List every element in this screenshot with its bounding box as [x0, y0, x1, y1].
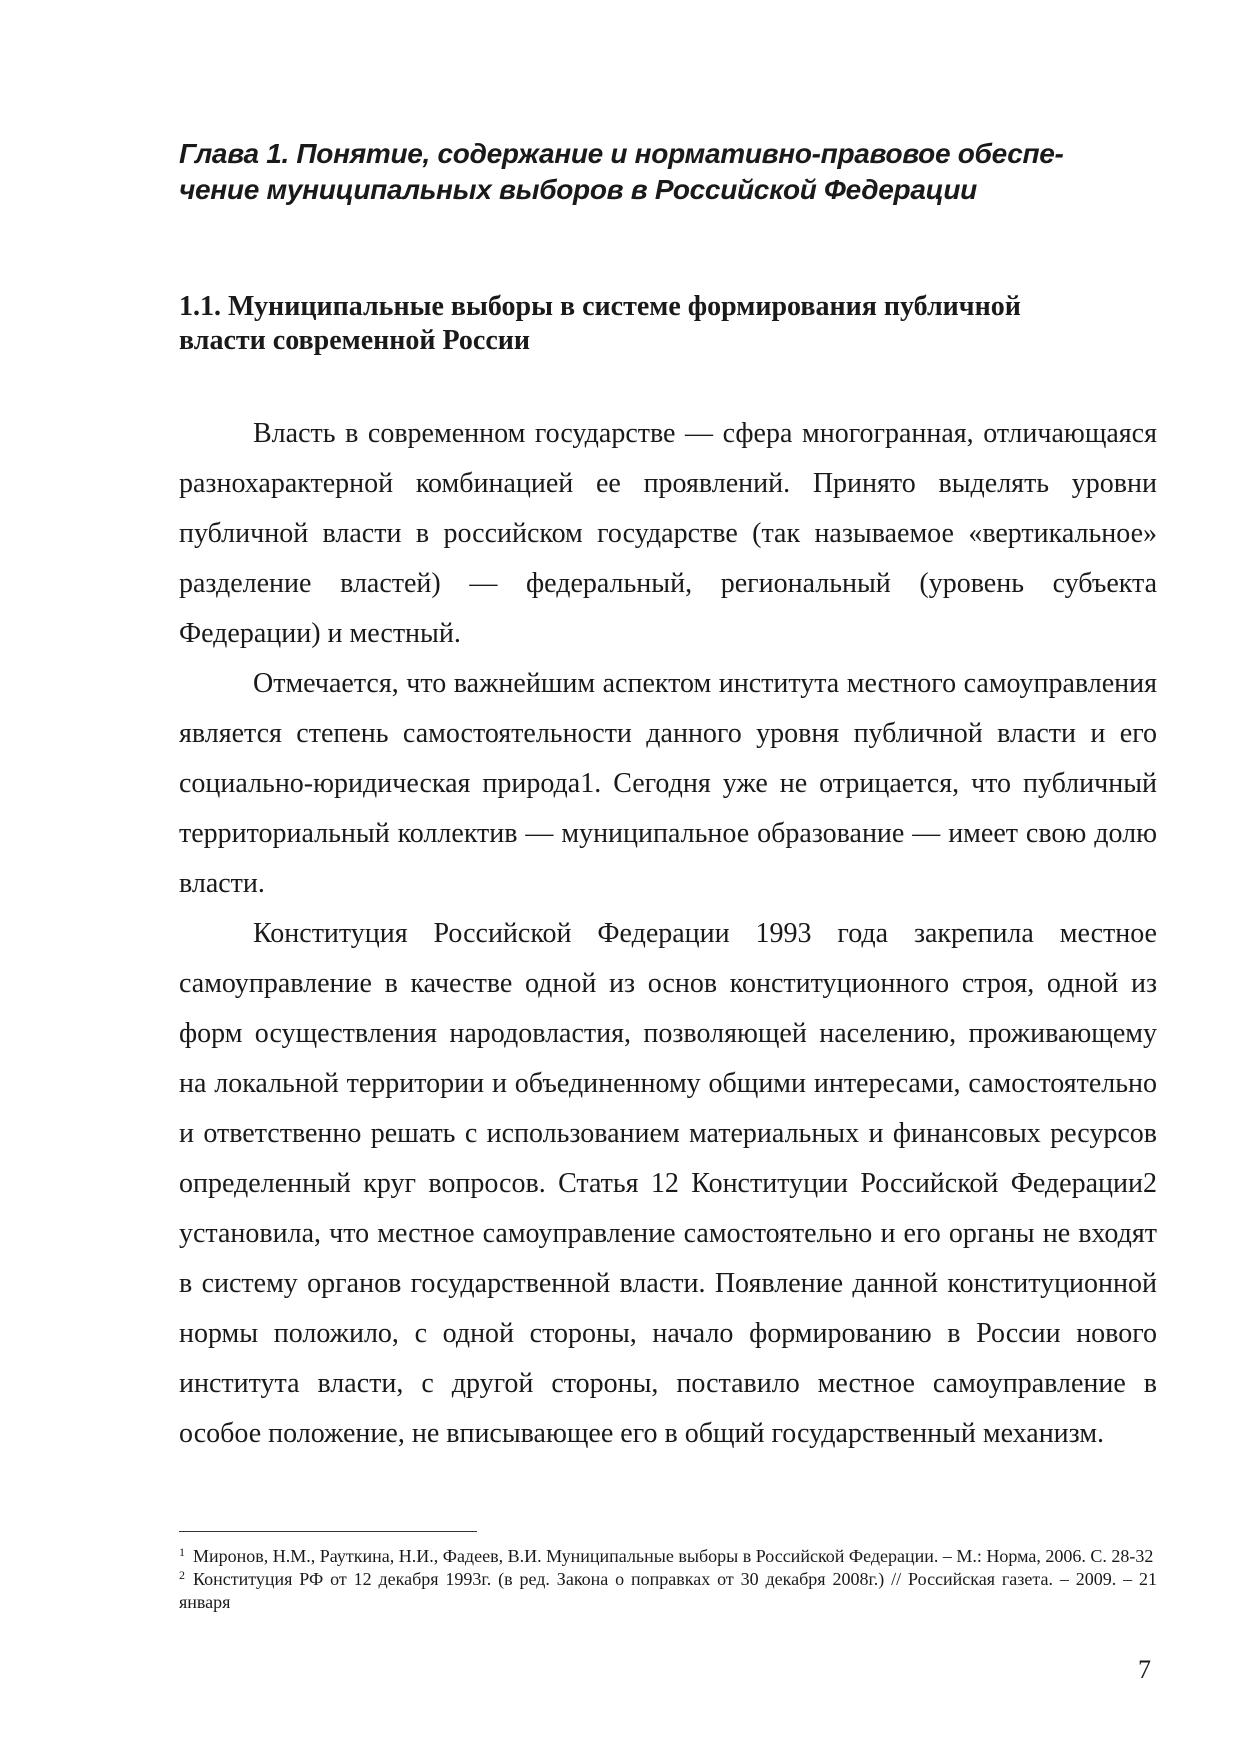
chapter-title	[179, 136, 1139, 208]
body-text	[179, 409, 1157, 1459]
chapter-title-line-1: Глава 1. Понятие, содержание и нормативно-правовое обеспе-	[179, 138, 1064, 169]
footnote-2-mark: 2	[179, 1568, 185, 1582]
section-title	[179, 290, 1139, 358]
footnote-1-mark: 1	[179, 1545, 185, 1559]
paragraph-1: Власть в современном государстве — сфера многогранная, отличающаяся разнохарактерной комбинацией ее проявлений. Принято выделять уровни публичной власти в российском государстве (так называемое «вертикальное» разделение властей) — федеральный, региональный (уровень субъекта Федерации) и местный.	[179, 418, 1157, 649]
footnote-1	[179, 1545, 1157, 1568]
footnotes	[179, 1545, 1157, 1614]
paragraph-2: Отмечается, что важнейшим аспектом института местного самоуправления является степень самостоятельности данного уровня публичной власти и его социально-юридическая природа1. Сегодня уже не отрицается, что публичный территориальный коллектив — муниципальное образование — имеет свою долю власти.	[179, 668, 1157, 899]
page-number: 7	[1138, 1655, 1151, 1684]
footnote-divider	[179, 1531, 477, 1532]
footnote-1-text: Миронов, Н.М., Рауткина, Н.И., Фадеев, В.И. Муниципальные выборы в Российской Федерации. – М.: Норма, 2006. С. 28-32	[193, 1546, 1154, 1566]
paragraph-3: Конституция Российской Федерации 1993 года закрепила местное самоуправление в качестве одной из основ конституционного строя, одной из форм осуществления народовластия, позволяющей населению, проживающему на локальной территории и объединенному общими интересами, самостоятельно и ответственно решать с использованием материальных и финансовых ресурсов определенный круг вопросов. Статья 12 Конституции Российской Федерации2 установила, что местное самоуправление самостоятельно и его органы не входят в систему органов государственной власти. Появление данной конституционной нормы положило, с одной стороны, начало формированию в России нового института власти, с другой стороны, поставило местное самоуправление в особое положение, не вписывающее его в общий государственный механизм.	[179, 918, 1157, 1449]
chapter-title-line-2: чение муниципальных выборов в Российской Федерации	[179, 174, 977, 205]
footnote-2-text: Конституция РФ от 12 декабря 1993г. (в ред. Закона о поправках от 30 декабря 2008г.) // Российская газета. – 2009. – 21 января	[179, 1569, 1157, 1612]
section-title-line-1: 1.1. Муниципальные выборы в системе формирования публичной	[179, 291, 1021, 322]
footnote-2	[179, 1568, 1157, 1614]
section-title-line-2: власти современной России	[179, 325, 531, 356]
